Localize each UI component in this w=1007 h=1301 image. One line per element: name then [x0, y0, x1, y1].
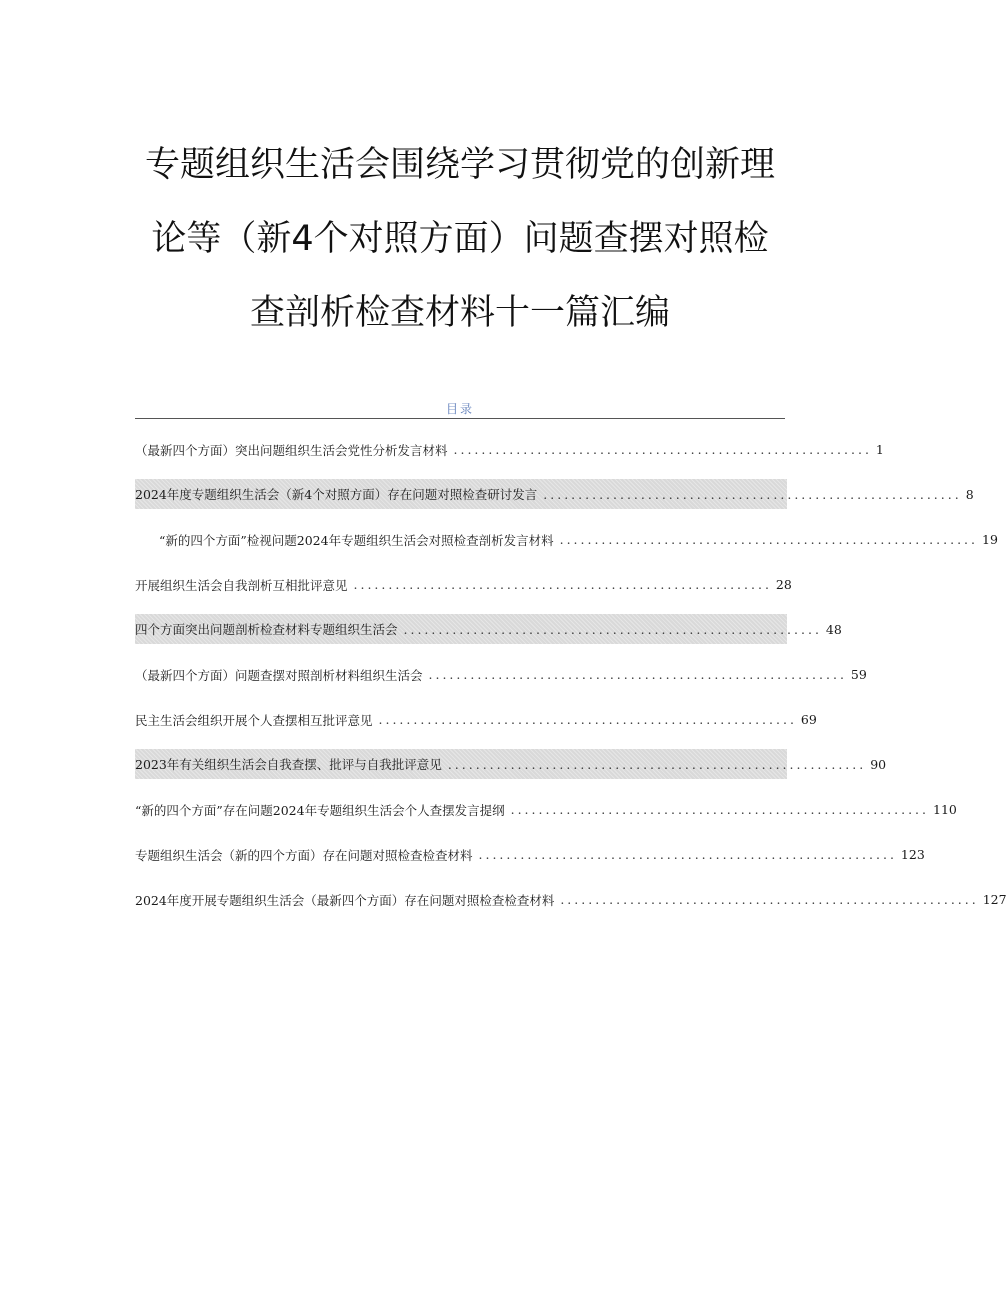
toc-entry-page: 110 [933, 802, 957, 817]
toc-entry[interactable] [135, 427, 884, 472]
toc-divider [135, 418, 785, 419]
toc-leader-dots: ............................................................ [378, 712, 797, 727]
toc-leader-dots: ............................................................ [447, 756, 867, 772]
toc-entry-page: 19 [982, 532, 998, 547]
toc-entry-page: 1 [875, 442, 884, 457]
toc-entry[interactable] [135, 614, 842, 644]
toc-entry[interactable] [135, 652, 867, 697]
toc-entry-page: 48 [825, 621, 842, 637]
toc-entry-title: 专题组织生活会（新的四个方面）存在问题对照检查检查材料 [135, 847, 473, 863]
title-line-3: 查剖析检查材料十一篇汇编 [249, 293, 670, 333]
toc-entry-title: “新的四个方面”检视问题2024年专题组织生活会对照检查剖析发言材料 [159, 532, 554, 548]
toc-leader-dots: ............................................................ [543, 486, 962, 502]
toc-entry-title: 四个方面突出问题剖析检查材料专题组织生活会 [135, 622, 398, 637]
toc-entry-title: 2023年有关组织生活会自我查摆、批评与自我批评意见 [135, 757, 442, 772]
title-line-1: 专题组织生活会围绕学习贯彻党的创新理 [144, 145, 775, 185]
toc-leader-dots: ............................................................ [453, 442, 872, 457]
table-of-contents [135, 427, 1007, 922]
toc-entry-page: 69 [800, 712, 817, 727]
toc-entry-page: 28 [775, 577, 792, 592]
toc-entry[interactable] [135, 562, 792, 607]
document-title [80, 128, 840, 350]
toc-leader-dots: ............................................................ [403, 621, 822, 637]
toc-entry-page: 8 [965, 486, 974, 502]
toc-entry-title: （最新四个方面）突出问题组织生活会党性分析发言材料 [135, 442, 448, 458]
toc-leader-dots: ............................................................ [559, 532, 978, 547]
toc-entry[interactable] [135, 787, 957, 832]
toc-leader-dots: ............................................................ [560, 892, 979, 907]
toc-leader-dots: ............................................................ [428, 667, 847, 682]
title-line-2: 论等（新4个对照方面）问题查摆对照检 [151, 219, 769, 259]
toc-entry-title: 2024年度专题组织生活会（新4个对照方面）存在问题对照检查研讨发言 [135, 487, 538, 502]
toc-entry-page: 123 [900, 847, 925, 862]
toc-entry-title: 2024年度开展专题组织生活会（最新四个方面）存在问题对照检查检查材料 [135, 892, 555, 908]
toc-entry[interactable] [135, 877, 1007, 922]
toc-leader-dots: ............................................................ [353, 577, 772, 592]
toc-entry-title: （最新四个方面）问题查摆对照剖析材料组织生活会 [135, 667, 423, 683]
toc-heading: 目录 [445, 402, 474, 416]
toc-entry[interactable] [135, 479, 974, 509]
toc-entry-page: 127 [982, 892, 1007, 907]
toc-entry[interactable] [135, 517, 998, 562]
toc-entry-title: 开展组织生活会自我剖析互相批评意见 [135, 577, 348, 593]
toc-entry-title: “新的四个方面”存在问题2024年专题组织生活会个人查摆发言提纲 [135, 802, 505, 818]
toc-entry[interactable] [135, 697, 817, 742]
toc-entry-title: 民主生活会组织开展个人查摆相互批评意见 [135, 712, 373, 728]
toc-entry[interactable] [135, 749, 887, 779]
toc-leader-dots: ............................................................ [510, 802, 929, 817]
toc-entry[interactable] [135, 832, 925, 877]
toc-leader-dots: ............................................................ [478, 847, 897, 862]
toc-entry-page: 59 [850, 667, 867, 682]
toc-entry-page: 90 [870, 756, 887, 772]
